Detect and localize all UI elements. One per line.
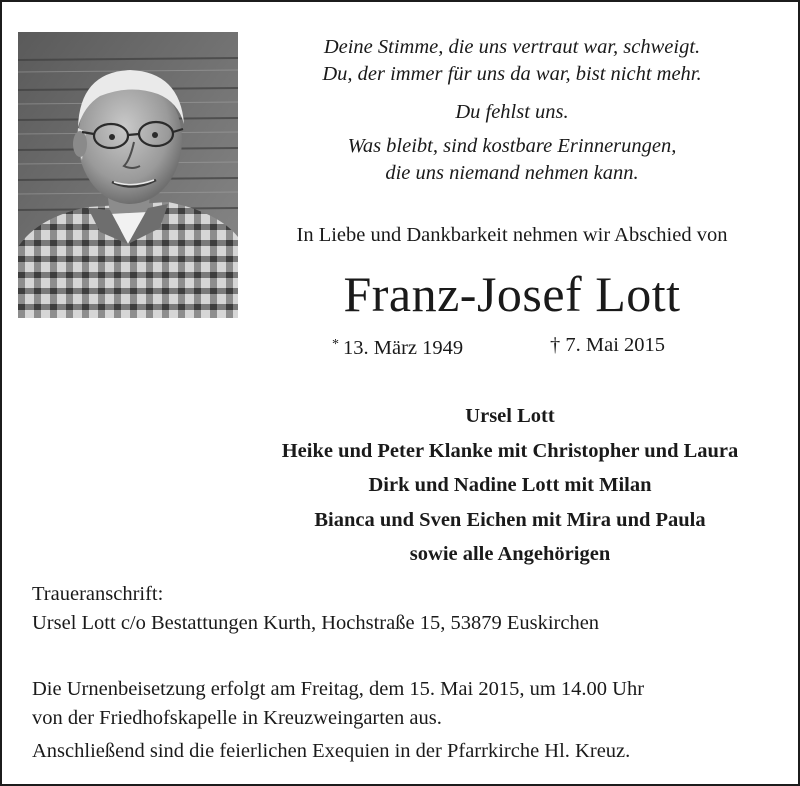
- birth-date: [332, 332, 463, 361]
- burial-info: [32, 675, 644, 733]
- mourner-line: sowie alle Angehörigen: [409, 543, 611, 565]
- address-text: Ursel Lott c/o Bestattungen Kurth, Hochstraße 15, 53879 Euskirchen: [32, 612, 600, 634]
- mourner-line: Ursel Lott: [465, 405, 555, 427]
- poem-line: Du, der immer für uns da war, bist nicht mehr.: [322, 63, 702, 85]
- poem-stanza-3: [252, 133, 772, 187]
- poem-line: die uns niemand nehmen kann.: [385, 162, 639, 184]
- birth-date-text: 13. März 1949: [343, 337, 464, 359]
- mourner-line: Dirk und Nadine Lott mit Milan: [368, 474, 652, 496]
- mourning-address: [32, 580, 599, 638]
- death-date: † 7. Mai 2015: [550, 334, 666, 356]
- deceased-name: Franz-Josef Lott: [343, 266, 681, 322]
- mourner-line: Bianca und Sven Eichen mit Mira und Paula: [314, 508, 706, 531]
- birth-symbol: *: [332, 337, 339, 352]
- poem-stanza-2: [252, 99, 772, 126]
- poem-line: Du fehlst uns.: [455, 101, 569, 123]
- burial-line: von der Friedhofskapelle in Kreuzweingarten aus.: [32, 707, 442, 729]
- poem-stanza-1: [252, 34, 772, 88]
- exequien-info: Anschließend sind die feierlichen Exequien in der Pfarrkirche Hl. Kreuz.: [32, 740, 631, 762]
- portrait-photo: [18, 32, 238, 318]
- mourner-line: Heike und Peter Klanke mit Christopher und Laura: [281, 439, 739, 462]
- farewell-intro: In Liebe und Dankbarkeit nehmen wir Abschied von: [296, 224, 728, 246]
- mourners-list: [202, 399, 800, 572]
- poem-line: Deine Stimme, die uns vertraut war, schweigt.: [323, 36, 701, 58]
- poem-line: Was bleibt, sind kostbare Erinnerungen,: [347, 135, 677, 157]
- address-label: Traueranschrift:: [32, 583, 164, 605]
- burial-line: Die Urnenbeisetzung erfolgt am Freitag, dem 15. Mai 2015, um 14.00 Uhr: [32, 678, 645, 700]
